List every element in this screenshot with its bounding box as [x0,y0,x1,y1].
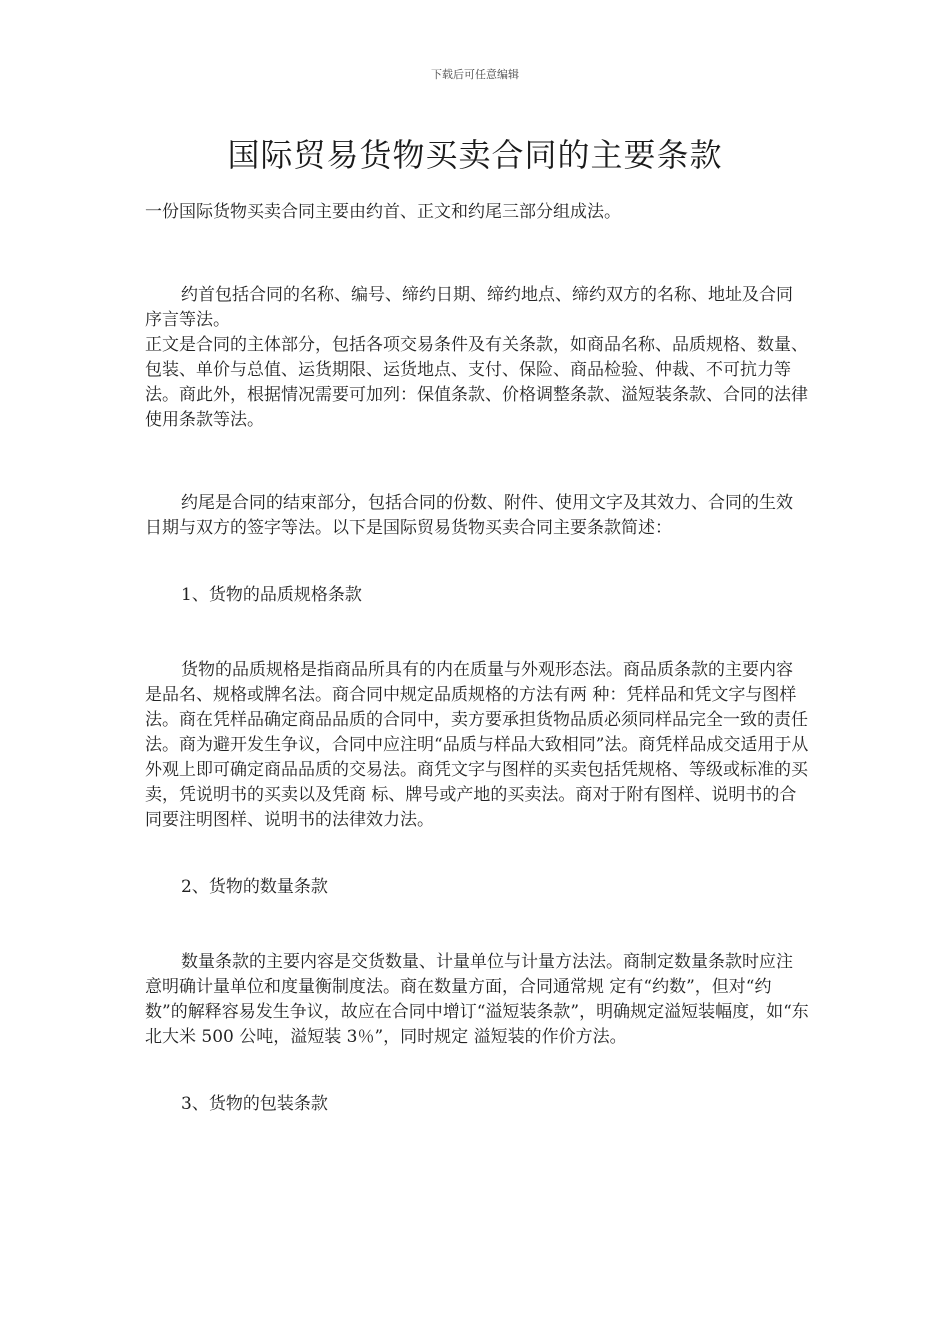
header-note: 下载后可任意编辑 [431,68,519,81]
paragraph-ending: 约尾是合同的结束部分，包括合同的份数、附件、使用文字及其效力、合同的生效日期与双方的签字等法。以下是国际贸易货物买卖合同主要条款简述： [145,493,793,538]
intro-paragraph: 一份国际货物买卖合同主要由约首、正文和约尾三部分组成法。 [145,202,621,222]
paragraph-quality: 货物的品质规格是指商品所具有的内在质量与外观形态法。商品质条款的主要内容是品名、规格或牌名法。商合同中规定品质规格的方法有两 种：凭样品和凭文字与图样法。商在凭样品确定商品品质的合同中，卖方要承担货物品质必须同样品完全一致的责任法。商为避开发生争议，合同中应注明“品质与样品大致相同”法。商凭样品成交适用于从外观上即可确定商品品质的交易法。商凭文字与图样的买卖包括凭规格、等级或标准的买卖，凭说明书的买卖以及凭商 标、牌号或产地的买卖法。商对于附有图样、说明书的合同要注明图样、说明书的法律效力法。 [145,660,809,830]
paragraph-quantity: 数量条款的主要内容是交货数量、计量单位与计量方法法。商制定数量条款时应注意明确计量单位和度量衡制度法。商在数量方面，合同通常规 定有“约数”，但对“约数”的解释容易发生争议，故应在合同中增订“溢短装条款”，明确规定溢短装幅度，如“东北大米 500 公吨，溢短装 3％”，同时规定 溢短装的作价方法。 [145,952,809,1047]
section-heading-quality: 1、货物的品质规格条款 [181,585,362,605]
paragraph-preamble: 约首包括合同的名称、编号、缔约日期、缔约地点、缔约双方的名称、地址及合同序言等法。 [145,285,793,330]
paragraph-body: 正文是合同的主体部分，包括各项交易条件及有关条款，如商品名称、品质规格、数量、包装、单价与总值、运货期限、运货地点、支付、保险、商品检验、仲裁、不可抗力等法。商此外，根据情况需要可加列：保值条款、价格调整条款、溢短装条款、合同的法律使用条款等法。 [145,335,808,430]
document-title: 国际贸易货物买卖合同的主要条款 [227,136,723,174]
document-body [145,200,809,1117]
section-heading-quantity: 2、货物的数量条款 [181,877,328,897]
section-heading-packing: 3、货物的包装条款 [181,1094,328,1114]
